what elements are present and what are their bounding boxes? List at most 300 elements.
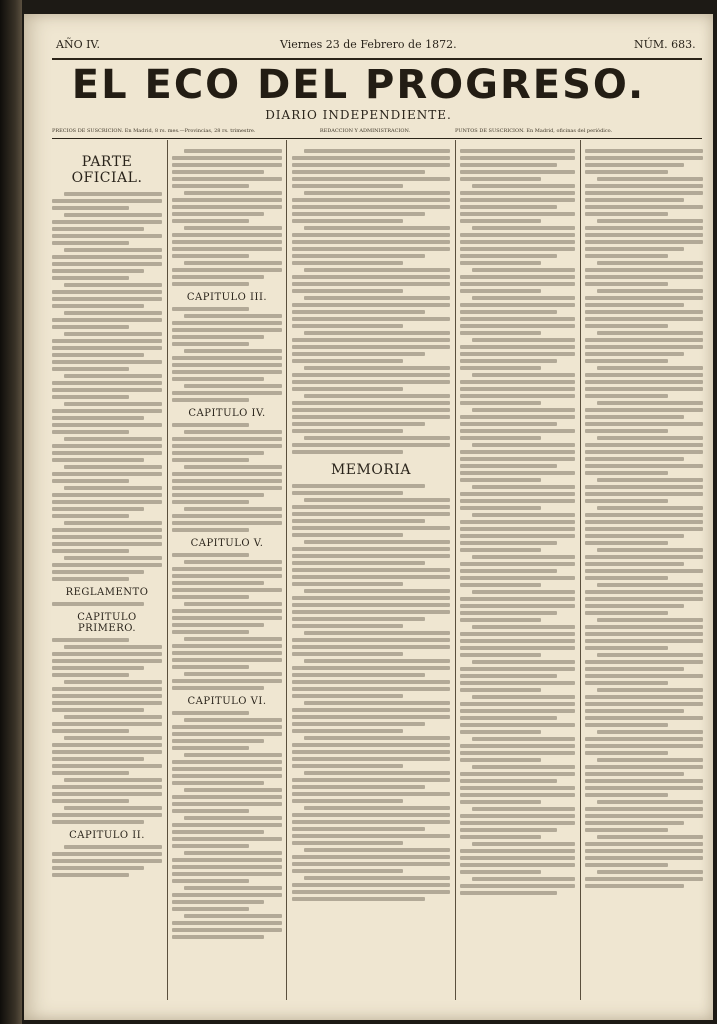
text-line: [460, 506, 541, 510]
text-line: [292, 408, 450, 412]
text-line: [172, 802, 282, 806]
text-line: [172, 588, 282, 592]
masthead-bottom-rule: [52, 138, 702, 139]
text-line: [52, 708, 144, 712]
text-line: [460, 324, 575, 328]
text-line: [472, 443, 575, 447]
text-line: [585, 471, 668, 475]
text-line: [460, 751, 575, 755]
text-line: [304, 876, 450, 880]
text-line: [52, 297, 162, 301]
text-line: [172, 567, 282, 571]
text-line: [597, 219, 703, 223]
text-line: [52, 451, 162, 455]
text-line: [460, 471, 575, 475]
text-line: [292, 568, 450, 572]
text-line: [585, 464, 703, 468]
text-line: [585, 744, 703, 748]
text-line: [292, 645, 450, 649]
text-line: [172, 651, 282, 655]
text-line: [585, 324, 668, 328]
text-line: [292, 834, 450, 838]
text-line: [292, 547, 450, 551]
text-line: [172, 233, 282, 237]
text-line: [597, 401, 703, 405]
text-line: [184, 465, 282, 469]
text-line: [585, 695, 703, 699]
text-line: [172, 307, 249, 311]
text-line: [292, 792, 450, 796]
text-line: [585, 793, 668, 797]
text-line: [472, 408, 575, 412]
text-line: [52, 318, 162, 322]
text-line: [52, 792, 162, 796]
text-line: [184, 788, 282, 792]
text-line: [585, 716, 703, 720]
text-line: [585, 184, 703, 188]
text-line: [460, 870, 541, 874]
text-line: [292, 324, 403, 328]
text-line: [585, 709, 684, 713]
text-line: [585, 296, 703, 300]
text-line: [460, 436, 541, 440]
text-line: [172, 486, 282, 490]
text-line: [460, 583, 541, 587]
text-line: [460, 247, 575, 251]
text-line: [292, 254, 425, 258]
text-line: [585, 674, 703, 678]
text-line: [460, 681, 575, 685]
text-line: [52, 757, 144, 761]
text-line: [585, 303, 684, 307]
text-line: [585, 555, 703, 559]
text-line: [585, 254, 668, 258]
text-line: [292, 289, 403, 293]
text-line: [172, 219, 249, 223]
text-line: [585, 534, 684, 538]
text-line: [292, 617, 425, 621]
text-line: [172, 184, 249, 188]
text-line: [460, 821, 575, 825]
book-spine: [0, 0, 22, 1024]
text-line: [172, 328, 282, 332]
text-line: [292, 526, 450, 530]
text-line: [585, 611, 668, 615]
text-line: [585, 779, 703, 783]
text-line: [184, 816, 282, 820]
text-line: [52, 255, 162, 259]
text-line: [292, 170, 425, 174]
text-line: [597, 653, 703, 657]
text-line: [292, 890, 450, 894]
text-line: [172, 212, 264, 216]
text-line: [64, 680, 162, 684]
text-line: [52, 507, 144, 511]
text-line: [172, 275, 264, 279]
text-line: [460, 800, 541, 804]
text-line: [585, 338, 703, 342]
text-line: [172, 472, 282, 476]
text-line: [597, 289, 703, 293]
text-line: [460, 289, 541, 293]
text-line: [52, 820, 144, 824]
text-line: [585, 856, 703, 860]
text-line: [585, 681, 668, 685]
text-line: [64, 845, 162, 849]
text-line: [585, 429, 668, 433]
text-line: [184, 718, 282, 722]
text-line: [52, 638, 129, 642]
text-line: [585, 170, 668, 174]
text-line: [460, 534, 575, 538]
text-line: [292, 156, 450, 160]
text-line: [460, 499, 575, 503]
text-line: [172, 623, 264, 627]
text-line: [184, 602, 282, 606]
text-line: [292, 897, 425, 901]
text-line: [292, 687, 450, 691]
text-line: [304, 436, 450, 440]
text-line: [172, 163, 282, 167]
text-line: [64, 192, 162, 196]
text-line: [304, 394, 450, 398]
text-line: [460, 464, 557, 468]
text-line: [52, 852, 162, 856]
text-line: [585, 149, 703, 153]
section-heading-memoria: MEMORIA: [330, 462, 412, 478]
text-line: [292, 282, 450, 286]
text-line: [585, 807, 703, 811]
text-line: [292, 757, 450, 761]
text-line: [172, 609, 282, 613]
text-line: [52, 549, 129, 553]
text-line: [460, 240, 575, 244]
text-line: [292, 722, 425, 726]
text-line: [64, 645, 162, 649]
text-line: [460, 457, 575, 461]
text-line: [585, 408, 703, 412]
text-line: [52, 859, 162, 863]
text-line: [172, 921, 282, 925]
text-line: [52, 799, 129, 803]
text-line: [597, 478, 703, 482]
text-line: [460, 835, 541, 839]
text-line: [172, 521, 282, 525]
text-line: [585, 814, 703, 818]
text-line: [52, 381, 162, 385]
text-line: [172, 479, 282, 483]
text-line: [460, 156, 575, 160]
text-line: [292, 512, 450, 516]
text-line: [460, 478, 541, 482]
text-line: [52, 570, 144, 574]
text-line: [172, 935, 264, 939]
text-line: [585, 345, 703, 349]
text-line: [292, 582, 403, 586]
text-line: [292, 813, 450, 817]
text-line: [585, 268, 703, 272]
text-line: [172, 574, 282, 578]
text-line: [460, 359, 557, 363]
text-line: [460, 380, 575, 384]
text-line: [585, 450, 703, 454]
text-line: [585, 639, 703, 643]
text-line: [292, 554, 450, 558]
column-divider: [455, 140, 456, 1000]
text-line: [172, 774, 282, 778]
text-line: [292, 184, 403, 188]
text-line: [172, 739, 264, 743]
text-line: [52, 743, 162, 747]
text-line: [585, 485, 703, 489]
text-line: [52, 227, 144, 231]
text-line: [585, 590, 703, 594]
text-line: [304, 701, 450, 705]
text-line: [460, 716, 557, 720]
text-line: [52, 493, 162, 497]
text-line: [172, 858, 282, 862]
text-line: [585, 457, 684, 461]
text-line: [52, 813, 162, 817]
text-line: [184, 191, 282, 195]
text-line: [292, 352, 425, 356]
text-line: [460, 254, 557, 258]
text-line: [472, 338, 575, 342]
text-line: [172, 795, 282, 799]
text-line: [585, 646, 668, 650]
text-line: [292, 729, 403, 733]
masthead-title: EL ECO DEL PROGRESO.: [71, 62, 646, 108]
text-line: [292, 387, 403, 391]
text-line: [597, 800, 703, 804]
text-line: [172, 370, 282, 374]
text-line: [292, 673, 425, 677]
text-line: [292, 743, 450, 747]
text-line: [585, 513, 703, 517]
text-line: [472, 590, 575, 594]
text-line: [585, 877, 703, 881]
text-line: [585, 275, 703, 279]
section-heading-capitulo-iii: CAPITULO III.: [186, 292, 268, 303]
text-line: [172, 363, 282, 367]
text-line: [184, 637, 282, 641]
text-line: [184, 430, 282, 434]
text-line: [472, 807, 575, 811]
column-4: [460, 146, 575, 1004]
text-line: [172, 198, 282, 202]
text-line: [292, 596, 450, 600]
text-line: [304, 540, 450, 544]
text-line: [52, 687, 162, 691]
text-line: [52, 673, 129, 677]
text-line: [460, 772, 575, 776]
text-line: [184, 851, 282, 855]
text-line: [64, 437, 162, 441]
text-line: [460, 163, 557, 167]
section-heading-capitulo-iv: CAPITULO IV.: [188, 408, 266, 419]
text-line: [52, 535, 162, 539]
text-line: [460, 667, 575, 671]
text-line: [52, 577, 129, 581]
text-line: [304, 296, 450, 300]
text-line: [184, 672, 282, 676]
text-line: [585, 772, 684, 776]
text-line: [172, 746, 249, 750]
text-line: [292, 855, 450, 859]
text-line: [184, 349, 282, 353]
text-line: [460, 618, 541, 622]
text-line: [472, 184, 575, 188]
text-line: [585, 492, 703, 496]
text-line: [52, 276, 129, 280]
text-line: [585, 632, 703, 636]
text-line: [460, 345, 575, 349]
text-line: [64, 332, 162, 336]
text-line: [172, 809, 249, 813]
text-line: [460, 779, 557, 783]
text-line: [585, 751, 668, 755]
text-line: [52, 722, 162, 726]
text-line: [52, 750, 162, 754]
text-line: [172, 321, 282, 325]
text-line: [184, 886, 282, 890]
text-line: [460, 219, 541, 223]
text-line: [585, 723, 668, 727]
text-line: [52, 430, 129, 434]
text-line: [597, 177, 703, 181]
text-line: [184, 261, 282, 265]
header-rule: [52, 58, 702, 60]
text-line: [585, 373, 703, 377]
text-line: [172, 711, 249, 715]
text-line: [292, 575, 450, 579]
text-line: [597, 261, 703, 265]
text-line: [172, 458, 249, 462]
text-line: [52, 339, 162, 343]
text-line: [52, 444, 162, 448]
text-line: [292, 373, 450, 377]
text-line: [585, 499, 668, 503]
text-line: [585, 737, 703, 741]
text-line: [292, 841, 403, 845]
text-line: [172, 644, 282, 648]
text-line: [585, 765, 703, 769]
text-line: [472, 737, 575, 741]
text-line: [292, 247, 450, 251]
text-line: [585, 527, 703, 531]
text-line: [172, 156, 282, 160]
text-line: [460, 891, 557, 895]
text-line: [52, 360, 162, 364]
text-line: [172, 725, 282, 729]
text-line: [472, 226, 575, 230]
text-line: [460, 191, 575, 195]
text-line: [184, 560, 282, 564]
text-line: [52, 514, 129, 518]
text-line: [172, 679, 282, 683]
text-line: [472, 268, 575, 272]
text-line: [52, 785, 162, 789]
text-line: [64, 715, 162, 719]
text-line: [172, 823, 282, 827]
text-line: [585, 317, 703, 321]
text-line: [292, 610, 450, 614]
text-line: [52, 269, 144, 273]
text-line: [292, 778, 450, 782]
text-line: [292, 680, 450, 684]
text-line: [52, 290, 162, 294]
issue-date: Viernes 23 de Febrero de 1872.: [280, 38, 457, 51]
text-line: [472, 660, 575, 664]
text-line: [585, 352, 684, 356]
text-line: [585, 520, 703, 524]
text-line: [172, 865, 282, 869]
text-line: [172, 205, 282, 209]
text-line: [52, 500, 162, 504]
text-line: [460, 632, 575, 636]
text-line: [52, 701, 162, 705]
column-divider: [580, 140, 581, 1000]
text-line: [292, 603, 450, 607]
text-line: [460, 415, 575, 419]
text-line: [460, 394, 575, 398]
text-line: [292, 345, 450, 349]
text-line: [460, 282, 575, 286]
text-line: [52, 764, 162, 768]
text-line: [597, 548, 703, 552]
text-line: [597, 730, 703, 734]
text-line: [292, 380, 450, 384]
text-line: [304, 268, 450, 272]
text-line: [64, 556, 162, 560]
text-line: [585, 604, 684, 608]
text-line: [304, 149, 450, 153]
text-line: [460, 639, 575, 643]
text-line: [172, 451, 264, 455]
text-line: [172, 830, 264, 834]
text-line: [64, 521, 162, 525]
text-line: [52, 652, 162, 656]
text-line: [52, 873, 129, 877]
text-line: [597, 331, 703, 335]
text-line: [597, 688, 703, 692]
text-line: [292, 869, 403, 873]
subscription-points: PUNTOS DE SUSCRICION. En Madrid, oficinas del periódico.: [455, 128, 613, 134]
text-line: [304, 771, 450, 775]
text-line: [52, 367, 129, 371]
text-line: [460, 814, 575, 818]
text-line: [460, 317, 575, 321]
text-line: [472, 485, 575, 489]
text-line: [52, 542, 162, 546]
text-line: [460, 401, 541, 405]
text-line: [460, 856, 575, 860]
text-line: [52, 199, 162, 203]
text-line: [64, 806, 162, 810]
text-line: [64, 736, 162, 740]
text-line: [597, 506, 703, 510]
text-line: [460, 702, 575, 706]
text-line: [460, 212, 575, 216]
text-line: [172, 423, 249, 427]
text-line: [172, 342, 249, 346]
text-line: [172, 514, 282, 518]
masthead-subtitle: DIARIO INDEPENDIENTE.: [265, 108, 452, 122]
text-line: [292, 624, 403, 628]
text-line: [52, 771, 129, 775]
text-line: [460, 786, 575, 790]
text-line: [472, 877, 575, 881]
